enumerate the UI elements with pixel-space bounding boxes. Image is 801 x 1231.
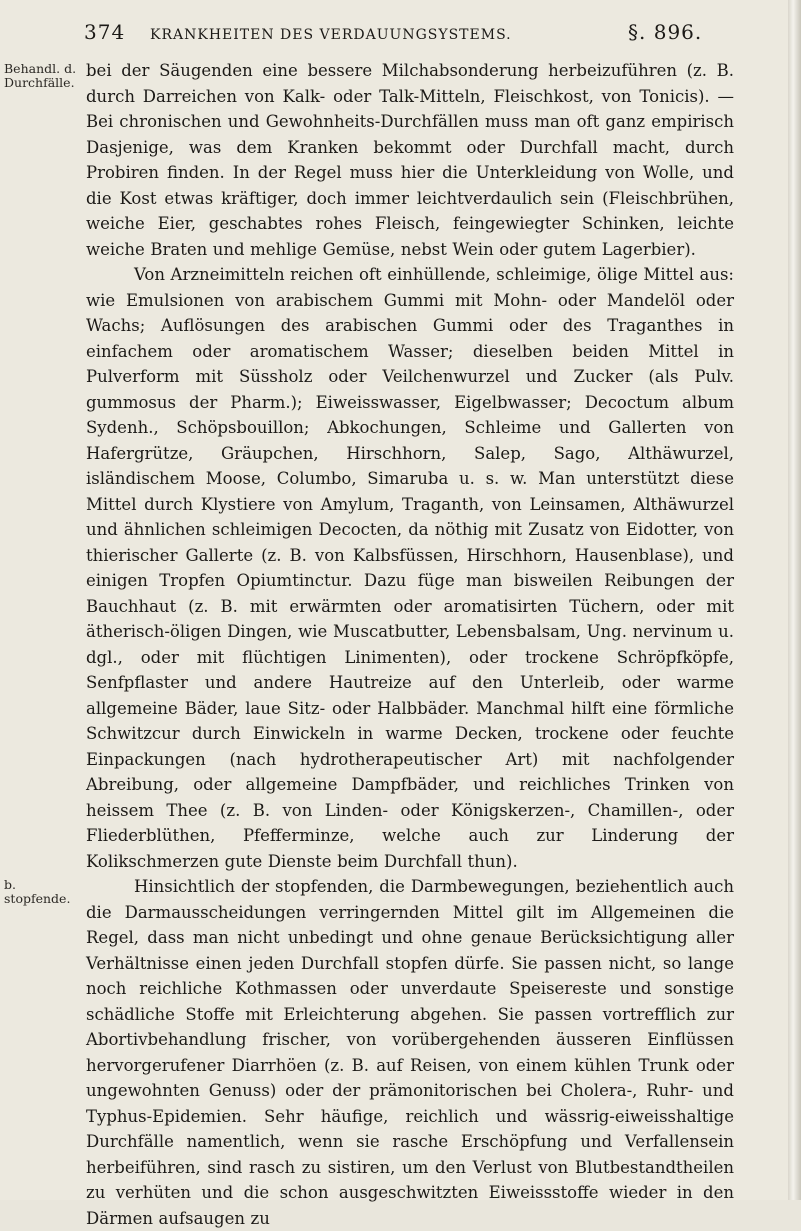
margin-note-stopfende: b. stopfende. bbox=[4, 877, 71, 906]
body-text bbox=[86, 58, 734, 1231]
page-edge bbox=[788, 0, 801, 1200]
paragraph-3: Hinsichtlich der stopfenden, die Darmbewegungen, beziehentlich auch die Darmausscheidungen verringernden Mittel gilt im Allgemeinen die Regel, dass man nicht unbedingt und ohne genaue Berücksichtigung aller Verhältnisse einen jeden Durchfall stopfen dürfe. Sie passen nicht, so lange noch reichliche Kothmassen oder unverdaute Speisereste und sonstige schädliche Stoffe mit Erleichterung abgehen. Sie passen vortrefflich zur Abortivbehandlung frischer, von vorübergehenden äusseren Einflüssen hervorgerufener Diarrhöen (z. B. auf Reisen, von einem kühlen Trunk oder ungewohnten Genuss) oder der prämonitorischen bei Cholera-, Ruhr- und Typhus-Epidemien. Sehr häufige, reichlich und wässrig-eiweisshaltige Durchfälle namentlich, wenn sie rasche Erschöpfung und Verfallensein herbeiführen, sind rasch zu sistiren, um den Verlust von Blutbestandtheilen zu verhüten und die schon ausgeschwitzten Eiweissstoffe wieder in den Därmen aufsaugen zu bbox=[86, 877, 734, 1228]
paragraph-1: bei der Säugenden eine bessere Milchabsonderung herbeizuführen (z. B. durch Darreichen von Kalk- oder Talk-Mitteln, Fleischkost, von Tonicis). — Bei chronischen und Gewohnheits-Durchfällen muss man oft ganz empirisch Dasjenige, was dem Kranken bekommt oder Durchfall macht, durch Probiren finden. In der Regel muss hier die Unterkleidung von Wolle, und die Kost etwas kräftiger, doch immer leichtverdaulich sein (Fleischbrühen, weiche Eier, geschabtes rohes Fleisch, feingewiegter Schinken, leichte weiche Braten und mehlige Gemüse, nebst Wein oder gutem Lagerbier). bbox=[86, 61, 734, 259]
section-number: §. 896. bbox=[628, 20, 703, 44]
paragraph-2: Von Arzneimitteln reichen oft einhüllende, schleimige, ölige Mittel aus: wie Emulsionen von arabischem Gummi mit Mohn- oder Mandelöl oder Wachs; Auflösungen des arabischen Gummi oder des Traganthes in einfachem oder aromatischem Wasser; dieselben beiden Mittel in Pulverform mit Süssholz oder Veilchenwurzel und Zucker (als Pulv. gummosus der Pharm.); Eiweisswasser, Eigelbwasser; Decoctum album Sydenh., Schöpsbouillon; Abkochungen, Schleime und Gallerten von Hafergrütze, Gräupchen, Hirschhorn, Salep, Sago, Althäwurzel, isländischem Moose, Columbo, Simaruba u. s. w. Man unterstützt diese Mittel durch Klystiere von Amylum, Traganth, von Leinsamen, Althäwurzel und ähnlichen schleimigen Decocten, da nöthig mit Zusatz von Eidotter, von thierischer Gallerte (z. B. von Kalbsfüssen, Hirschhorn, Hausenblase), und einigen Tropfen Opiumtinctur. Dazu füge man bisweilen Reibungen der Bauchhaut (z. B. mit erwärmten oder aromatisirten Tüchern, oder mit ätherisch-öligen Dingen, wie Muscatbutter, Lebensbalsam, Ung. nervinum u. dgl., oder mit flüchtigen Linimenten), oder trockene Schröpfköpfe, Senfpflaster und andere Hautreize auf den Unterleib, oder warme allgemeine Bäder, laue Sitz- oder Halbbäder. Manchmal hilft eine förmliche Schwitzcur durch Einwickeln in warme Decken, trockene oder feuchte Einpackungen (nach hydrotherapeutischer Art) mit nachfolgender Abreibung, oder allgemeine Dampfbäder, und reichliches Trinken von heissem Thee (z. B. von Linden- oder Königskerzen-, Chamillen-, oder Fliederblüthen, Pfefferminze, welche auch zur Linderung der Kolikschmerzen gute Dienste beim Durchfall thun). bbox=[86, 265, 734, 871]
page-number: 374 bbox=[84, 20, 126, 44]
margin-note-treatment: Behandl. d. Durchfälle. bbox=[4, 61, 77, 90]
running-head: KRANKHEITEN DES VERDAUUNGSYSTEMS. bbox=[150, 27, 512, 43]
